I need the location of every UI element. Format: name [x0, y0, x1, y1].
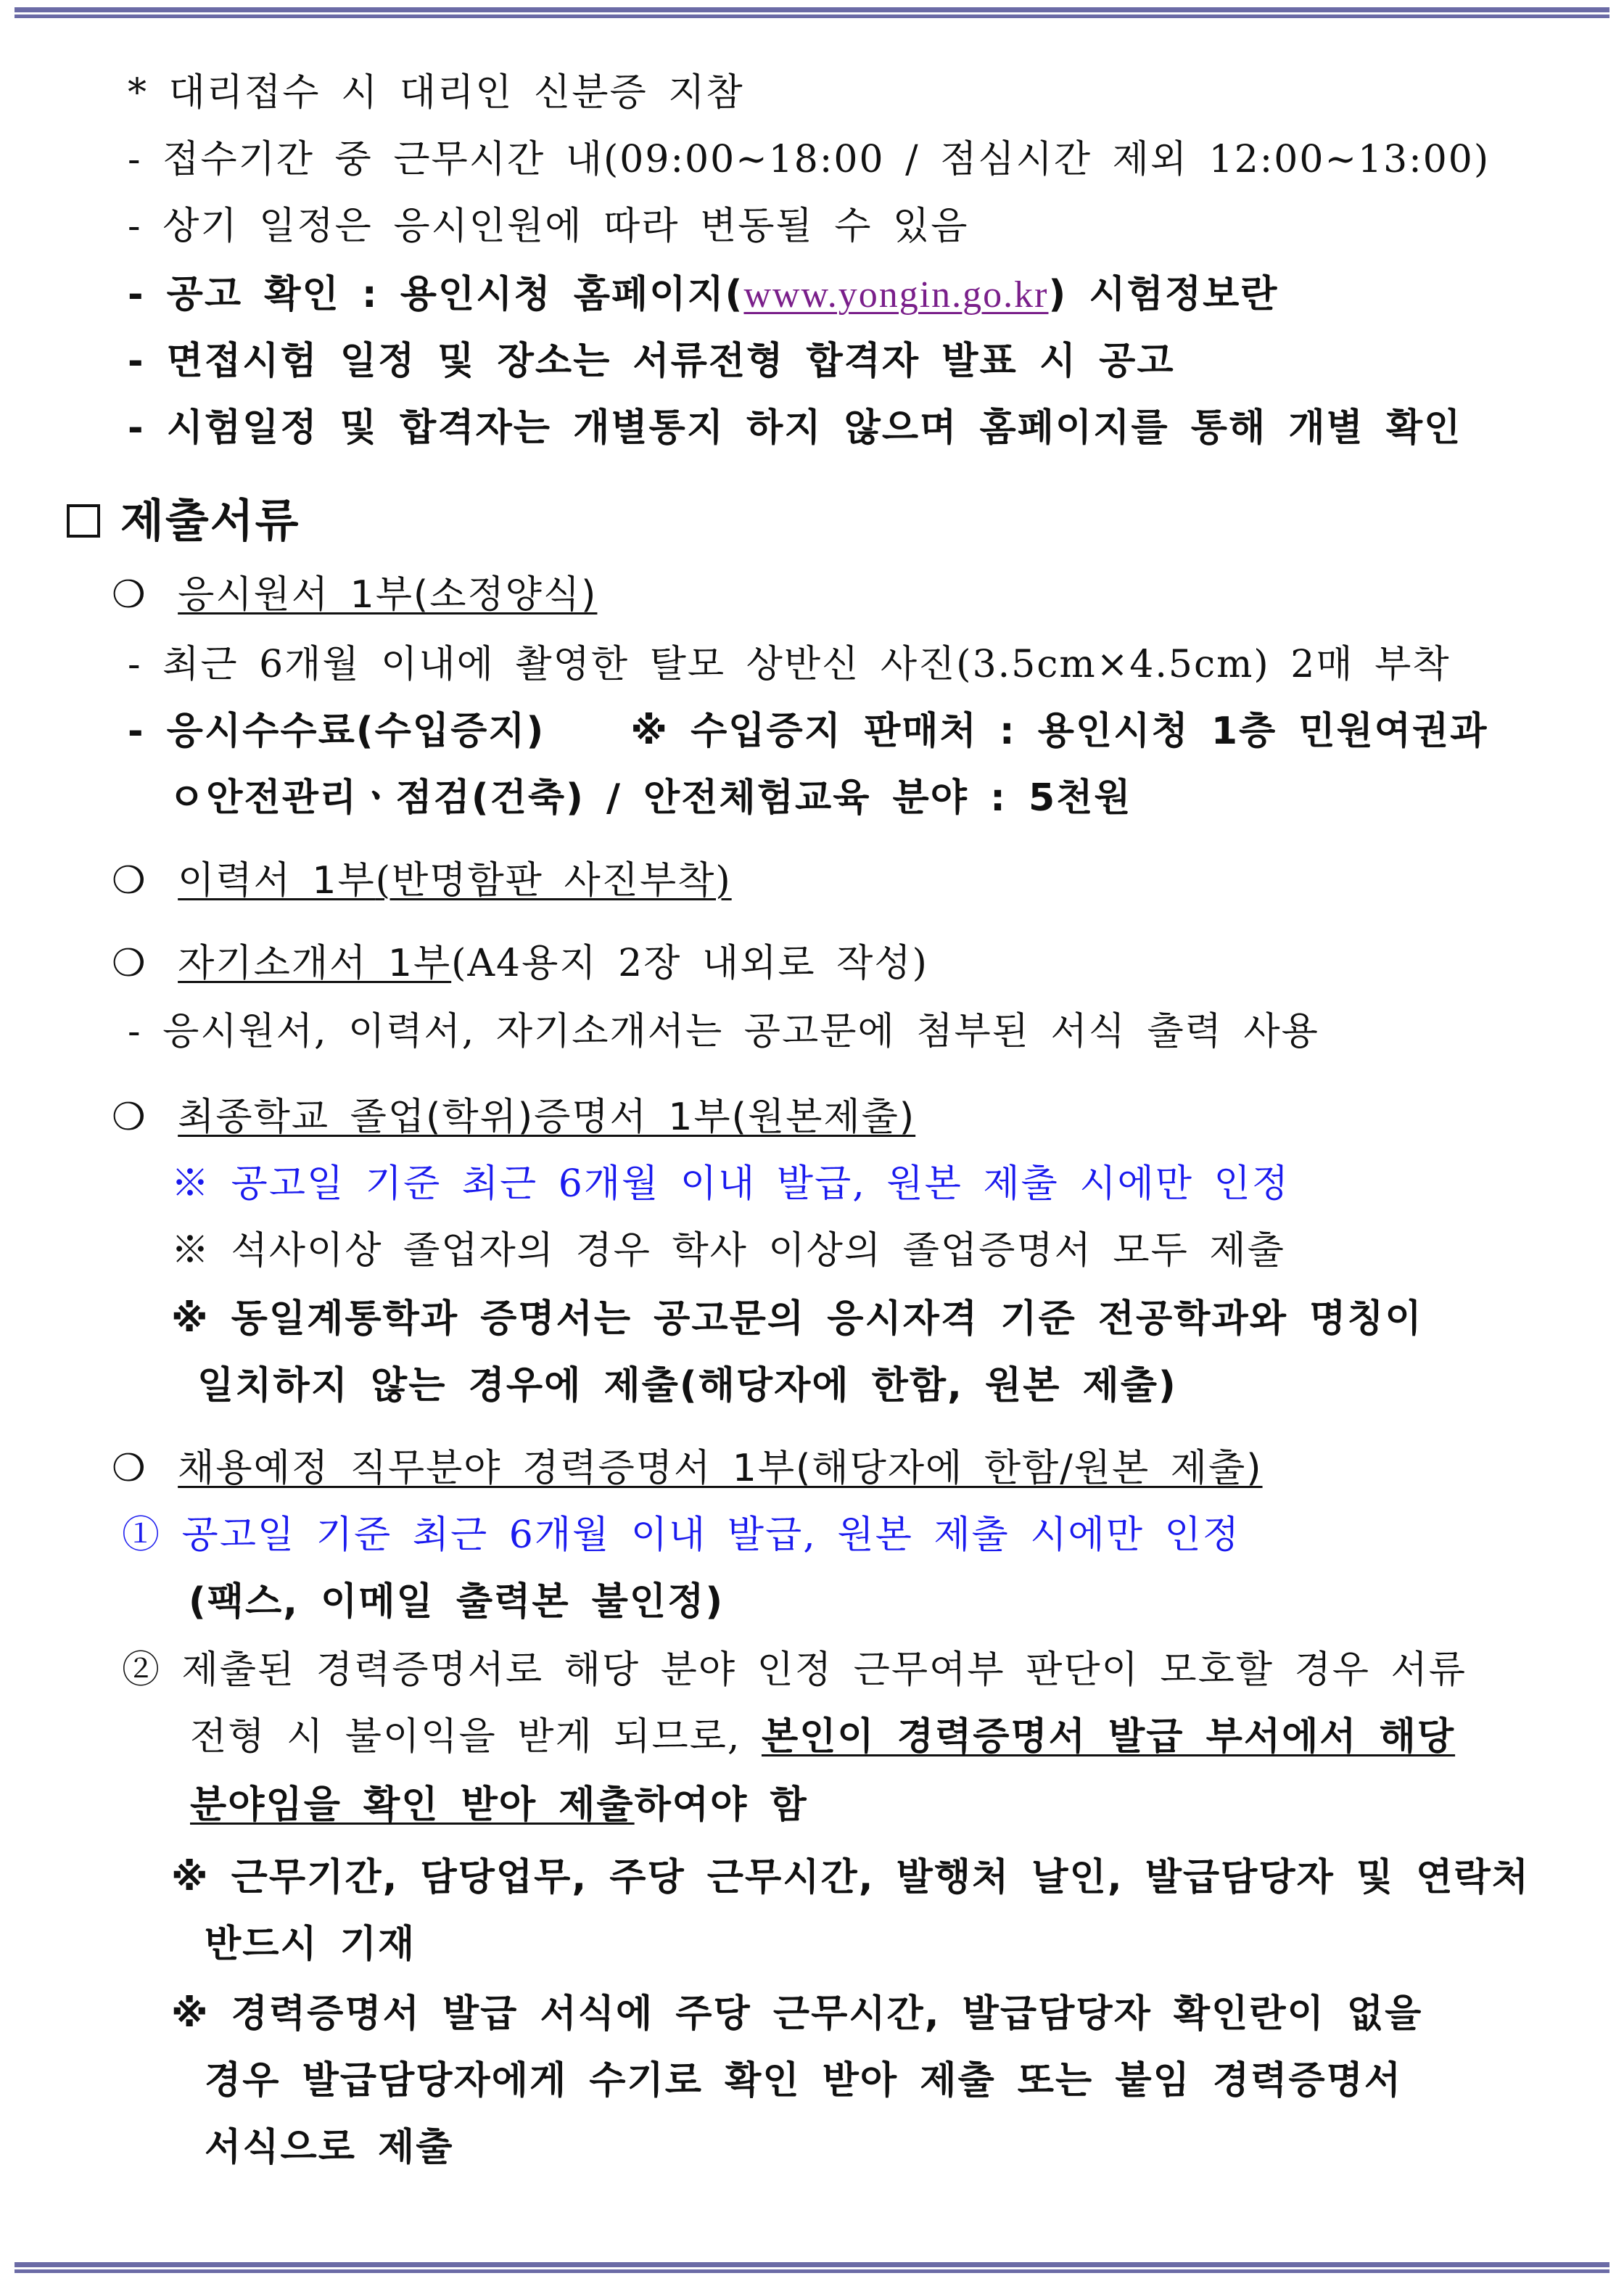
circle-bullet-icon: ❍ [112, 942, 147, 985]
announce-suffix: ) 시험정보란 [1048, 273, 1279, 316]
circle-bullet-icon: ❍ [112, 1096, 147, 1139]
circle-bullet-icon: ❍ [112, 1447, 147, 1490]
diploma-note-related-b: 일치하지 않는 경우에 제출(해당자에 한함, 원본 제출) [197, 1364, 1177, 1407]
doc-application-fee [128, 708, 1488, 755]
section-heading [67, 493, 300, 548]
doc-application [112, 572, 597, 618]
note-announce [128, 271, 1279, 319]
doc-diploma [112, 1094, 915, 1141]
bottom-rule [15, 2262, 1609, 2273]
doc-resume-title: 이력서 1부 [178, 859, 376, 903]
homepage-link[interactable]: www.yongin.go.kr [743, 274, 1049, 316]
doc-resume [112, 858, 732, 904]
top-rule [15, 7, 1609, 18]
circle-bullet-icon: ❍ [112, 859, 147, 903]
career-note1-a: ※ 근무기간, 담당업무, 주당 근무시간, 발행처 날인, 발급담당자 및 연락처 [171, 1856, 1530, 1899]
career-note1-b: 반드시 기재 [205, 1923, 416, 1966]
career-note2-c: 서식으로 제출 [205, 2126, 454, 2169]
note-schedule: - 상기 일정은 응시인원에 따라 변동될 수 있음 [128, 205, 969, 248]
diploma-note-related-a: ※ 동일계통학과 증명서는 공고문의 응시자격 기준 전공학과와 명칭이 [171, 1297, 1423, 1341]
career-item2-c [190, 1782, 808, 1828]
career-note2-a: ※ 경력증명서 발급 서식에 주당 근무시간, 발급담당자 확인란이 없을 [171, 1992, 1423, 2036]
note-proxy: * 대리접수 시 대리인 신분증 지참 [128, 71, 744, 115]
career-item2-b [190, 1714, 1455, 1760]
career-item1-a: ① 공고일 기준 최근 6개월 이내 발급, 원본 제출 시에만 인정 [122, 1513, 1241, 1557]
doc-career [112, 1445, 1263, 1492]
doc-intro-title: 자기소개서 1부 [178, 942, 452, 985]
diploma-note-issue: ※ 공고일 기준 최근 6개월 이내 발급, 원본 제출 시에만 인정 [171, 1162, 1290, 1206]
note-interview: - 면접시험 일정 및 장소는 서류전형 합격자 발표 시 공고 [128, 340, 1175, 383]
fee-label: - 응시수수료(수입증지) [128, 710, 545, 753]
fee-vendor-note: ※ 수입증지 판매처 : 용인시청 1층 민원여권과 [630, 710, 1488, 753]
career-item2-b-underline: 본인이 경력증명서 발급 부서에서 해당 [761, 1715, 1456, 1759]
career-item2-a: ② 제출된 경력증명서로 해당 분야 인정 근무여부 판단이 모호할 경우 서류 [122, 1648, 1467, 1692]
doc-intro-note: (A4용지 2장 내외로 작성) [451, 942, 928, 985]
career-item2-c-underline: 분야임을 확인 받아 제출 [190, 1783, 635, 1827]
career-note2-b: 경우 발급담당자에게 수기로 확인 받아 제출 또는 붙임 경력증명서 [205, 2059, 1403, 2103]
doc-resume-note: (반명함판 사진부착) [375, 859, 732, 903]
career-item2-c-plain: 하여야 함 [634, 1783, 808, 1827]
doc-career-title: 채용예정 직무분야 경력증명서 1부(해당자에 한함/원본 제출) [178, 1447, 1263, 1490]
fee-amount: ㅇ안전관리ㆍ점검(건축) / 안전체험교육 분야 : 5천원 [168, 776, 1132, 820]
doc-intro-sub: - 응시원서, 이력서, 자기소개서는 공고문에 첨부된 서식 출력 사용 [128, 1010, 1319, 1053]
checkbox-square-icon [67, 504, 100, 538]
doc-intro [112, 940, 928, 987]
circle-bullet-icon: ❍ [112, 573, 147, 617]
career-item2-b-plain: 전형 시 불이익을 받게 되므로, [190, 1715, 762, 1759]
career-item1-b: (팩스, 이메일 출력본 불인정) [189, 1580, 725, 1624]
note-hours: - 접수기간 중 근무시간 내(09:00~18:00 / 점심시간 제외 12:00~13:00) [128, 138, 1491, 181]
doc-application-photo: - 최근 6개월 이내에 촬영한 탈모 상반신 사진(3.5cm×4.5cm) 2매 부착 [128, 643, 1451, 686]
doc-application-title: 응시원서 1부(소정양식) [178, 573, 598, 617]
section-title: 제출서류 [120, 494, 300, 547]
note-results: - 시험일정 및 합격자는 개별통지 하지 않으며 홈페이지를 통해 개별 확인 [128, 406, 1462, 450]
announce-prefix: - 공고 확인 : 용인시청 홈페이지( [128, 273, 744, 316]
doc-diploma-title: 최종학교 졸업(학위)증명서 1부(원본제출) [178, 1096, 916, 1139]
diploma-note-masters: ※ 석사이상 졸업자의 경우 학사 이상의 졸업증명서 모두 제출 [171, 1229, 1285, 1273]
